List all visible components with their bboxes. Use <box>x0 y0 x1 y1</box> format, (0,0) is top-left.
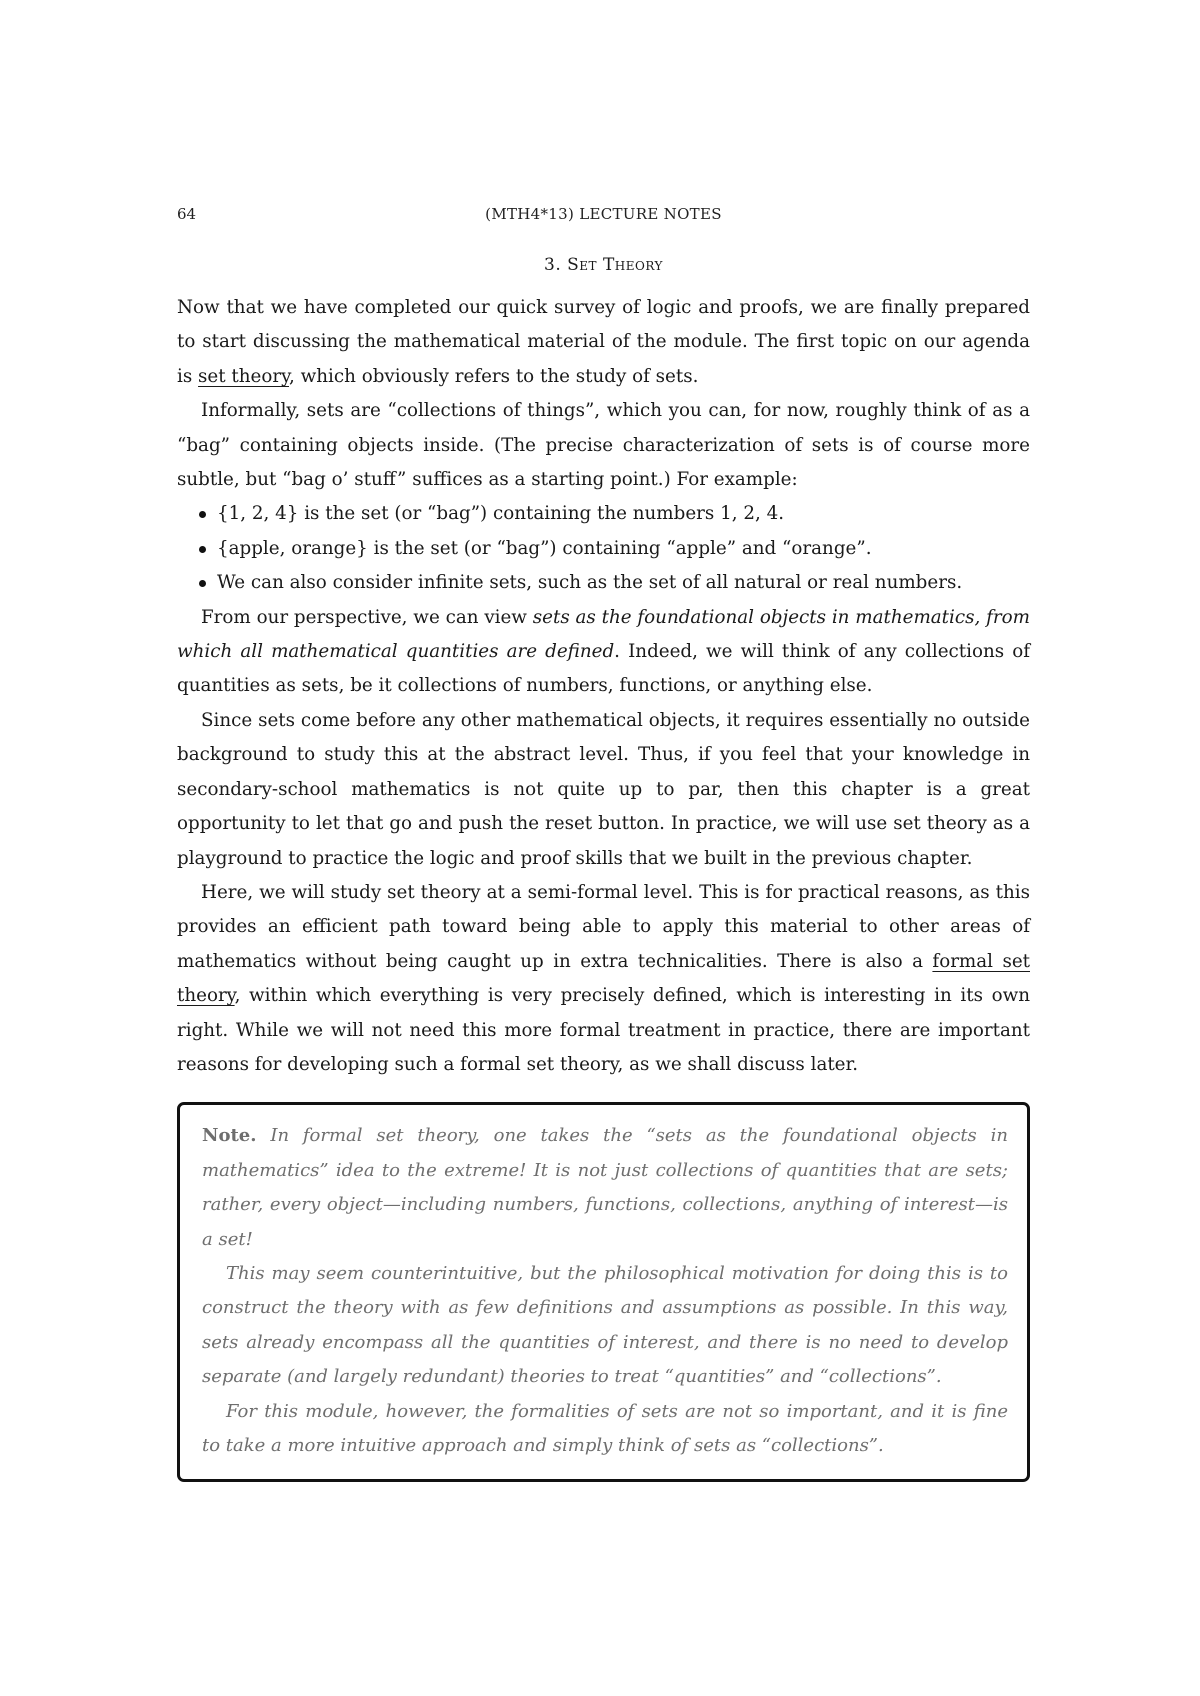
bullet-icon <box>199 511 206 518</box>
examples-list <box>177 497 1030 600</box>
list-item <box>217 532 1030 566</box>
semi-formal-paragraph <box>177 876 1030 1082</box>
section-title: Set Theory <box>567 255 663 275</box>
note-paragraph-1 <box>202 1119 1008 1257</box>
bullet-icon <box>199 580 206 587</box>
perspective-text-start: From our perspective, we can view <box>201 606 533 628</box>
intro-text-end: , which obviously refers to the study of sets. <box>289 365 699 387</box>
section-heading <box>177 255 1030 275</box>
page-content <box>177 205 1030 1482</box>
semi-formal-text-start: Here, we will study set theory at a semi-formal level. This is for practical reasons, as this provides an efficient path toward being able to apply this material to other areas of mathematics without being caught up in extra technicalities. There is also a <box>177 881 1030 972</box>
intro-paragraph <box>177 291 1030 394</box>
list-item <box>217 566 1030 600</box>
running-title: (MTH4*13) LECTURE NOTES <box>485 205 722 223</box>
informal-sets-paragraph: Informally, sets are “collections of things”, which you can, for now, roughly think of as a “bag” containing objects inside. (The precise characterization of sets is of course more subtle, but “bag o’ stuff” suffices as a starting point.) For example: <box>177 400 1030 491</box>
section-number: 3. <box>544 255 562 275</box>
term-formal-set-theory: formal set theory <box>177 950 1030 1007</box>
note-paragraph-3: For this module, however, the formalities of sets are not so important, and it is fine to take a more intuitive approach and simply think of sets as “collections”. <box>202 1400 1008 1456</box>
list-item-text: {1, 2, 4} is the set (or “bag”) containing the numbers 1, 2, 4. <box>217 503 785 525</box>
note-label: Note. <box>202 1125 257 1147</box>
term-set-theory: set theory <box>198 365 289 387</box>
bullet-icon <box>199 546 206 553</box>
perspective-emphasis: sets as the foundational objects in mathematics, from which all mathematical quantities are defined <box>177 606 1030 663</box>
note-text-1: In formal set theory, one takes the “sets as the foundational objects in mathematics” idea to the extreme! It is not just collections of quantities that are sets; rather, every object—including numbers, functions, collections, anything of interest—is a set! <box>202 1125 1008 1250</box>
page-number: 64 <box>177 205 197 223</box>
list-item-text: We can also consider infinite sets, such as the set of all natural or real numbers. <box>217 572 963 594</box>
note-box <box>177 1102 1030 1482</box>
perspective-text-end: . Indeed, we will think of any collections of quantities as sets, be it collections of numbers, functions, or anything else. <box>177 641 1030 697</box>
list-item <box>217 497 1030 531</box>
perspective-paragraph <box>177 601 1030 704</box>
semi-formal-text-end: , within which everything is very precisely defined, which is interesting in its own right. While we will not need this more formal treatment in practice, there are important reasons for developing such a formal set theory, as we shall discuss later. <box>177 985 1030 1075</box>
background-paragraph: Since sets come before any other mathematical objects, it requires essentially no outside background to study this at the abstract level. Thus, if you feel that your knowledge in secondary-school mathematics is not quite up to par, then this chapter is a great opportunity to let that go and push the reset button. In practice, we will use set theory as a playground to practice the logic and proof skills that we built in the previous chapter. <box>177 709 1030 869</box>
list-item-text: {apple, orange} is the set (or “bag”) containing “apple” and “orange”. <box>217 537 872 559</box>
page-header <box>177 205 1030 229</box>
note-paragraph-2: This may seem counterintuitive, but the philosophical motivation for doing this is to construct the theory with as few definitions and assumptions as possible. In this way, sets already encompass all the quantities of interest, and there is no need to develop separate (and largely redundant) theories to treat “quantities” and “collections”. <box>202 1262 1008 1388</box>
intro-text-start: Now that we have completed our quick survey of logic and proofs, we are finally prepared to start discussing the mathematical material of the module. The first topic on our agenda is <box>177 297 1030 387</box>
